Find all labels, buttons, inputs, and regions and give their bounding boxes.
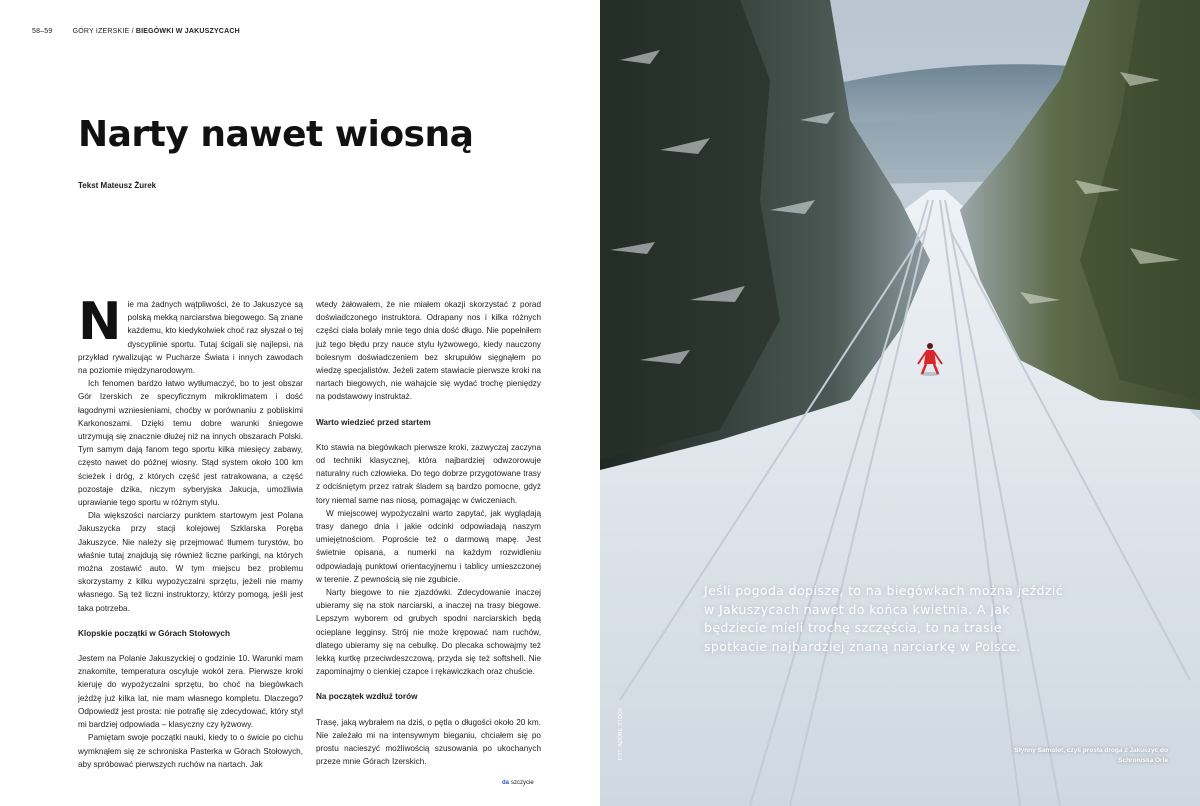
paragraph: Narty biegowe to nie zjazdówki. Zdecydowanie inaczej ubieramy się na stok narciarski, a inaczej na trasy biegowe. Lepszym wyborem od grubych spodni narciarskich będą ocieplane legginsy. Strój nie może krępować nam ruchów, dlatego ubieramy się na cebulkę. Do plecaka schowajmy też lekką kurtkę przeciwdeszczową, przyda się też softshell. Nie zapominajmy o cienkiej czapce i rękawiczkach oraz chuście. bbox=[316, 588, 541, 677]
paragraph: Trasę, jaką wybrałem na dziś, o pętla o długości około 20 km. Nie zależało mi na intensywnym bieganiu, chciałem się po prostu nacieszyć możliwością szusowania po ukochanych przeze mnie Górach Izerskich. bbox=[316, 717, 541, 767]
logo-text: szczycie bbox=[511, 780, 534, 786]
paragraph: W miejscowej wypożyczalni warto zapytać, jak wyglądają trasy danego dnia i jakie odcinki odpowiadają naszym umiejętnościom. Poproście też o darmową mapę. Jest świetnie opisana, a numerki na każdym rozwidleniu odpowiadają punktowi orientacyjnemu i tablicy umieszczonej w terenie. Z pewnością się nie zgubicie. bbox=[316, 508, 541, 584]
paragraph bbox=[78, 292, 303, 377]
paragraph: Jestem na Polanie Jakuszyckiej o godzinie 10. Warunki mam znakomite, temperatura oscyluje wokół zera. Pierwsze kroki kieruję do wypożyczalni sprzętu, bo choć na biegówkach jeżdżę już kilka lat, nie mam własnego kompletu. Dlaczego? Odpowiedź jest prosta: nie potrafię się zdecydować, który styl mi bardziej odpowiada – klasyczny czy łyżwowy. bbox=[78, 654, 303, 730]
text-column-1 bbox=[78, 292, 303, 771]
photo-page bbox=[600, 0, 1200, 806]
paragraph: wtedy żałowałem, że nie miałem okazji skorzystać z porad doświadczonego instruktora. Odrapany nos i kilka różnych części ciała bolały mnie tego dnia dość długo. Nie popełniłem już tego błędu przy nauce stylu łyżwowego, kiedy nauczony bolesnym doświadczeniem bez skrupułów sięgnąłem po wiedzę specjalistów. Jeżeli zatem stawiacie pierwsze kroki na nartach biegowych, nie wahajcie się wydać trochę pieniędzy na podstawowy instruktaż. bbox=[316, 300, 541, 402]
drop-cap: N bbox=[78, 292, 122, 352]
section-label-strong: BIEGÓWKI W JAKUSZYCACH bbox=[135, 28, 240, 35]
text-column-2 bbox=[316, 298, 541, 769]
logo-mark-icon: da bbox=[502, 780, 510, 786]
running-header bbox=[32, 28, 240, 35]
photo-credit: FOT. ADOBE STOCK bbox=[618, 707, 624, 760]
section-label: GÓRY IZERSKIE / bbox=[72, 28, 134, 35]
magazine-logo bbox=[502, 780, 534, 786]
subheading: Warto wiedzieć przed startem bbox=[316, 417, 431, 427]
pull-quote: Jeśli pogoda dopisze, to na biegówkach można jeździć w Jakuszycach nawet do końca kwietnia. A jak będziecie mieli trochę szczęścia, to na trasie spotkacie najbardziej znaną narciarkę w Polsce. bbox=[704, 583, 1063, 654]
paragraph: Ich fenomen bardzo łatwo wytłumaczyć, bo to jest obszar Gór Izerskich ze specyficznym mikroklimatem i dość łagodnymi wzniesieniami, choćby w porównaniu z pobliskimi Karkonoszami. Dzięki temu dobre warunki śniegowe utrzymują się znacznie dłużej niż na innych obszarach Polski. Tym samym dają fanom tego sportu kilka miesięcy zabawy, często nawet do późnej wiosny. Stąd system około 100 km ścieżek i dróg, z których część jest ratrakowana, a część pozostaje dzika, niczym syberyjska Jakucja, umożliwia uprawianie tego sportu w różnym stylu. bbox=[78, 379, 303, 508]
byline: Tekst Mateusz Żurek bbox=[78, 181, 157, 190]
winter-forest-photo bbox=[600, 0, 1200, 806]
subheading: Klopskie początki w Górach Stołowych bbox=[78, 628, 230, 638]
article-title: Narty nawet wiosną bbox=[78, 114, 474, 155]
paragraph: Dla większości narciarzy punktem startowym jest Polana Jakuszycka przy stacji kolejowej Szklarska Poręba Jakuszyce. Nie należy się przejmować tłumem turystów, bo właśnie tutaj znajdują się również liczne parkingi, na których można zostawić auto. W tym miejscu bez problemu skorzystamy z kilku wypożyczalni sprzętu, jeżeli nie mamy własnego. Są też liczni instruktorzy, którzy pomogą, jeśli jest taka potrzeba. bbox=[78, 511, 303, 613]
page-numbers: 58–59 bbox=[32, 28, 53, 35]
subheading: Na początek wzdłuż torów bbox=[316, 692, 418, 702]
paragraph: Kto stawia na biegówkach pierwsze kroki, zazwyczaj zaczyna od techniki klasycznej, która najbardziej odwzorowuje naturalny ruch człowieka. Do tego dobrze przygotowane trasy z odciśniętym przez ratrak śladem są bardzo pomocne, gdyż tory niemal same nas niosą, pomagając w ćwiczeniach. bbox=[316, 442, 541, 505]
paragraph-text: ie ma żadnych wątpliwości, że to Jakuszyce są polską mekką narciarstwa biegowego. Są znane każdemu, kto kiedykolwiek choć raz słyszał o tej dyscyplinie sportu. Tutaj ścigali się najlepsi, na przykład rywalizując w Pucharze Świata i innych zawodach na poziomie międzynarodowym. bbox=[78, 300, 303, 376]
paragraph: Pamiętam swoje początki nauki, kiedy to o świcie po cichu wymknąłem się ze schroniska Pasterka w Górach Stołowych, aby spróbować pierwszych ruchów na nartach. Jak bbox=[78, 733, 303, 769]
photo-caption: Słynny Samolot, czyli prosta droga z Jakuszyc do Schroniska Orle bbox=[1014, 747, 1168, 764]
